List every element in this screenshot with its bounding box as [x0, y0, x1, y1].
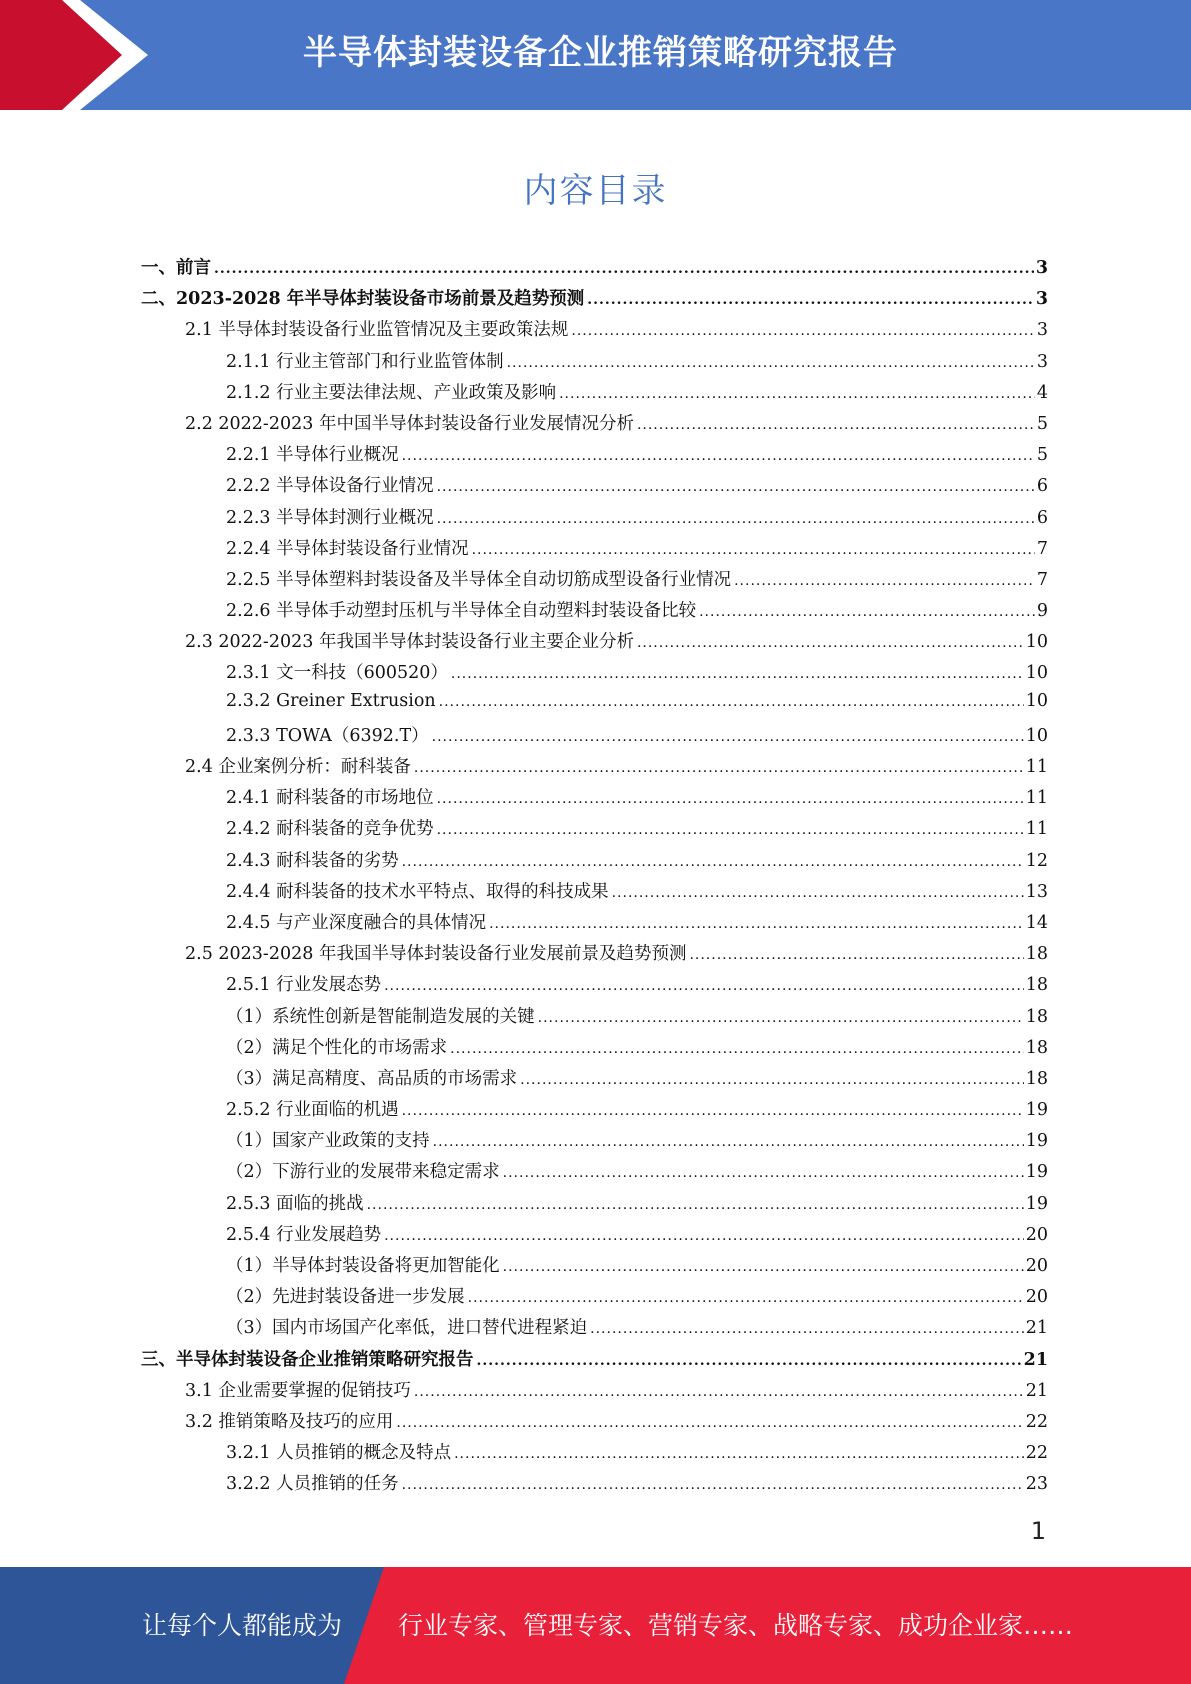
toc-entry-label: （3）满足高精度、高品质的市场需求: [226, 1068, 518, 1089]
table-of-contents: [141, 254, 1048, 1502]
toc-entry-label: （2）下游行业的发展带来稳定需求: [226, 1162, 500, 1183]
toc-leader-dots: [384, 1229, 1024, 1243]
toc-entry-page: 18: [1025, 1006, 1048, 1027]
toc-entry-label: 2.3.3 TOWA（6392.T）: [226, 725, 429, 746]
toc-leader-dots: [437, 823, 1024, 837]
toc-entry-page: 5: [1036, 413, 1048, 434]
page-header: [0, 0, 1191, 110]
toc-leader-dots: [450, 1042, 1024, 1056]
toc-entry[interactable]: [141, 535, 1048, 566]
toc-leader-dots: [402, 449, 1035, 463]
toc-entry-page: 19: [1025, 1162, 1048, 1183]
toc-entry-label: 3.1 企业需要掌握的促销技巧: [185, 1380, 411, 1401]
toc-entry-label: （1）系统性创新是智能制造发展的关键: [226, 1006, 535, 1027]
toc-entry[interactable]: [141, 847, 1048, 878]
toc-entry[interactable]: [141, 784, 1048, 815]
toc-leader-dots: [367, 1198, 1024, 1212]
toc-entry-label: 2.4 企业案例分析：耐科装备: [185, 757, 411, 777]
toc-entry-page: 3: [1035, 258, 1048, 278]
toc-entry[interactable]: [141, 472, 1048, 503]
toc-entry-page: 23: [1025, 1474, 1048, 1495]
toc-entry-page: 9: [1036, 601, 1048, 622]
toc-leader-dots: [637, 418, 1035, 432]
toc-leader-dots: [520, 1073, 1024, 1087]
toc-entry-label: （3）国内市场国产化率低，进口替代进程紧迫: [226, 1318, 588, 1339]
toc-entry-page: 18: [1025, 975, 1048, 996]
toc-entry-page: 19: [1025, 1193, 1048, 1214]
toc-entry-page: 20: [1025, 1224, 1048, 1245]
toc-entry-label: 2.1.1 行业主管部门和行业监管体制: [226, 351, 504, 372]
toc-entry-label: 2.4.1 耐科装备的市场地位: [226, 788, 434, 809]
toc-entry[interactable]: [141, 1158, 1048, 1189]
toc-entry[interactable]: [141, 597, 1048, 628]
toc-entry-page: 4: [1036, 382, 1048, 403]
toc-leader-dots: [538, 1011, 1024, 1025]
toc-entry-label: 2.4.4 耐科装备的技术水平特点、取得的科技成果: [226, 881, 609, 902]
toc-entry-page: 11: [1025, 788, 1048, 809]
toc-leader-dots: [689, 948, 1023, 962]
toc-entry-label: 2.5.2 行业面临的机遇: [226, 1100, 399, 1121]
toc-entry[interactable]: [141, 1065, 1048, 1096]
page-number: 1: [1030, 1517, 1046, 1545]
toc-entry-label: （1）半导体封装设备将更加智能化: [226, 1256, 500, 1276]
toc-leader-dots: [414, 761, 1024, 775]
toc-entry-label: 2.2.5 半导体塑料封装设备及半导体全自动切筋成型设备行业情况: [226, 569, 732, 590]
toc-entry-label: 2.5.4 行业发展趋势: [226, 1224, 382, 1245]
toc-leader-dots: [468, 1291, 1024, 1305]
toc-entry-page: 13: [1025, 881, 1048, 902]
toc-entry[interactable]: [141, 1190, 1048, 1221]
toc-leader-dots: [472, 543, 1035, 557]
toc-entry-page: 14: [1025, 912, 1048, 933]
toc-entry-label: 2.4.5 与产业深度融合的具体情况: [226, 912, 487, 933]
toc-leader-dots: [637, 636, 1024, 650]
toc-leader-dots: [384, 979, 1024, 993]
toc-entry[interactable]: [141, 1003, 1048, 1034]
toc-entry-page: 18: [1025, 944, 1048, 965]
toc-entry-page: 7: [1036, 538, 1048, 559]
toc-leader-dots: [437, 792, 1024, 806]
toc-entry-page: 3: [1036, 351, 1048, 372]
toc-leader-dots: [432, 730, 1024, 744]
toc-entry-label: 一、前言: [141, 258, 211, 278]
toc-heading: 内容目录: [523, 171, 668, 211]
toc-entry-label: 2.5.3 面临的挑战: [226, 1193, 364, 1214]
toc-entry[interactable]: [141, 722, 1048, 753]
toc-entry-page: 3: [1036, 320, 1048, 341]
toc-entry-page: 18: [1025, 1068, 1048, 1089]
toc-entry-page: 5: [1036, 445, 1048, 466]
toc-entry-page: 10: [1025, 632, 1048, 653]
toc-entry[interactable]: [141, 659, 1048, 690]
toc-entry-label: （1）国家产业政策的支持: [226, 1131, 430, 1152]
toc-entry-page: 19: [1025, 1100, 1048, 1121]
toc-entry[interactable]: [141, 254, 1048, 285]
toc-entry-label: 2.3 2022-2023 年我国半导体封装设备行业主要企业分析: [185, 632, 634, 653]
toc-leader-dots: [214, 262, 1034, 276]
toc-entry[interactable]: [141, 285, 1048, 316]
toc-entry[interactable]: [141, 628, 1048, 659]
toc-entry[interactable]: [141, 940, 1048, 971]
toc-leader-dots: [477, 1354, 1022, 1368]
footer-slogan-right: 行业专家、管理专家、营销专家、战略专家、成功企业家……: [398, 1611, 1074, 1640]
toc-entry-label: 2.4.2 耐科装备的竞争优势: [226, 819, 434, 840]
toc-entry[interactable]: [141, 691, 1048, 722]
toc-entry-page: 21: [1023, 1349, 1048, 1370]
toc-entry-page: 12: [1025, 850, 1048, 871]
toc-entry[interactable]: [141, 1252, 1048, 1283]
toc-leader-dots: [571, 324, 1034, 338]
toc-entry-page: 6: [1036, 476, 1048, 497]
toc-entry[interactable]: [141, 348, 1048, 379]
toc-leader-dots: [489, 917, 1024, 931]
toc-entry-label: 2.2.4 半导体封装设备行业情况: [226, 538, 469, 559]
toc-entry[interactable]: [141, 410, 1048, 441]
toc-entry-page: 20: [1025, 1256, 1048, 1276]
toc-leader-dots: [734, 574, 1035, 588]
toc-entry-label: 三、半导体封装设备企业推销策略研究报告: [141, 1349, 474, 1370]
toc-entry-label: 3.2 推销策略及技巧的应用: [185, 1411, 394, 1432]
toc-entry[interactable]: [141, 441, 1048, 472]
toc-entry[interactable]: [141, 1283, 1048, 1314]
toc-entry-label: 2.3.1 文一科技（600520）: [226, 663, 448, 684]
toc-entry-page: 21: [1025, 1380, 1048, 1401]
toc-entry-label: 2.1.2 行业主要法律法规、产业政策及影响: [226, 382, 557, 403]
toc-entry-page: 7: [1036, 569, 1048, 590]
toc-entry-label: 3.2.1 人员推销的概念及特点: [226, 1443, 452, 1464]
toc-entry-page: 22: [1025, 1411, 1048, 1432]
toc-entry-page: 22: [1025, 1443, 1048, 1464]
toc-leader-dots: [507, 356, 1035, 370]
page-footer: [0, 1567, 1191, 1684]
toc-leader-dots: [454, 1447, 1024, 1461]
toc-entry[interactable]: [141, 1221, 1048, 1252]
toc-entry[interactable]: [141, 566, 1048, 597]
toc-entry-label: 2.5.1 行业发展态势: [226, 975, 382, 996]
toc-entry-label: 2.3.2 Greiner Extrusion: [226, 690, 436, 711]
toc-entry-page: 19: [1025, 1131, 1048, 1152]
toc-entry[interactable]: [141, 878, 1048, 909]
toc-leader-dots: [451, 667, 1024, 681]
toc-entry-label: 2.2.1 半导体行业概况: [226, 445, 399, 466]
toc-entry[interactable]: [141, 1127, 1048, 1158]
toc-entry-label: 2.5 2023-2028 年我国半导体封装设备行业发展前景及趋势预测: [185, 944, 687, 965]
toc-leader-dots: [503, 1166, 1024, 1180]
toc-leader-dots: [433, 1135, 1024, 1149]
toc-leader-dots: [612, 886, 1024, 900]
toc-leader-dots: [396, 1416, 1023, 1430]
toc-entry-label: 2.1 半导体封装设备行业监管情况及主要政策法规: [185, 320, 569, 341]
toc-entry[interactable]: [141, 1470, 1048, 1501]
toc-entry-page: 11: [1025, 757, 1048, 777]
toc-leader-dots: [402, 1104, 1024, 1118]
toc-entry[interactable]: [141, 1096, 1048, 1127]
toc-entry-label: （2）先进封装设备进一步发展: [226, 1287, 465, 1308]
toc-entry-label: 二、2023-2028 年半导体封装设备市场前景及趋势预测: [141, 289, 585, 310]
toc-entry[interactable]: [141, 316, 1048, 347]
toc-entry[interactable]: [141, 379, 1048, 410]
toc-entry-page: 21: [1025, 1318, 1048, 1339]
toc-entry[interactable]: [141, 504, 1048, 535]
toc-entry-label: 2.2 2022-2023 年中国半导体封装设备行业发展情况分析: [185, 413, 634, 434]
toc-leader-dots: [503, 1260, 1024, 1274]
toc-entry[interactable]: [141, 971, 1048, 1002]
footer-slogan-left: 让每个人都能成为: [142, 1611, 343, 1640]
toc-leader-dots: [437, 512, 1035, 526]
toc-entry-label: 2.4.3 耐科装备的劣势: [226, 850, 399, 871]
toc-entry-page: 20: [1025, 1287, 1048, 1308]
toc-entry-page: 6: [1036, 507, 1048, 528]
toc-entry[interactable]: [141, 1377, 1048, 1408]
toc-entry-label: （2）满足个性化的市场需求: [226, 1037, 448, 1058]
report-title: 半导体封装设备企业推销策略研究报告: [303, 33, 898, 73]
toc-entry-label: 2.2.2 半导体设备行业情况: [226, 476, 434, 497]
toc-entry-label: 2.2.3 半导体封测行业概况: [226, 507, 434, 528]
toc-leader-dots: [559, 387, 1035, 401]
toc-leader-dots: [439, 695, 1024, 709]
toc-entry[interactable]: [141, 1439, 1048, 1470]
toc-entry-page: 11: [1025, 819, 1048, 840]
toc-entry-page: 10: [1025, 663, 1048, 684]
toc-entry[interactable]: [141, 753, 1048, 784]
toc-entry-page: 18: [1025, 1037, 1048, 1058]
toc-entry-page: 10: [1025, 725, 1048, 746]
toc-entry[interactable]: [141, 1034, 1048, 1065]
toc-entry[interactable]: [141, 909, 1048, 940]
toc-leader-dots: [590, 1322, 1024, 1336]
toc-leader-dots: [402, 1478, 1024, 1492]
toc-leader-dots: [587, 293, 1034, 307]
toc-entry-label: 3.2.2 人员推销的任务: [226, 1474, 399, 1495]
toc-leader-dots: [437, 480, 1035, 494]
toc-entry[interactable]: [141, 815, 1048, 846]
toc-leader-dots: [414, 1385, 1024, 1399]
toc-entry-page: 3: [1035, 289, 1048, 310]
toc-entry[interactable]: [141, 1408, 1048, 1439]
toc-entry[interactable]: [141, 1346, 1048, 1377]
toc-entry[interactable]: [141, 1314, 1048, 1345]
toc-leader-dots: [699, 605, 1035, 619]
toc-entry-label: 2.2.6 半导体手动塑封压机与半导体全自动塑料封装设备比较: [226, 601, 697, 622]
toc-entry-page: 10: [1025, 690, 1048, 711]
toc-leader-dots: [402, 855, 1024, 869]
